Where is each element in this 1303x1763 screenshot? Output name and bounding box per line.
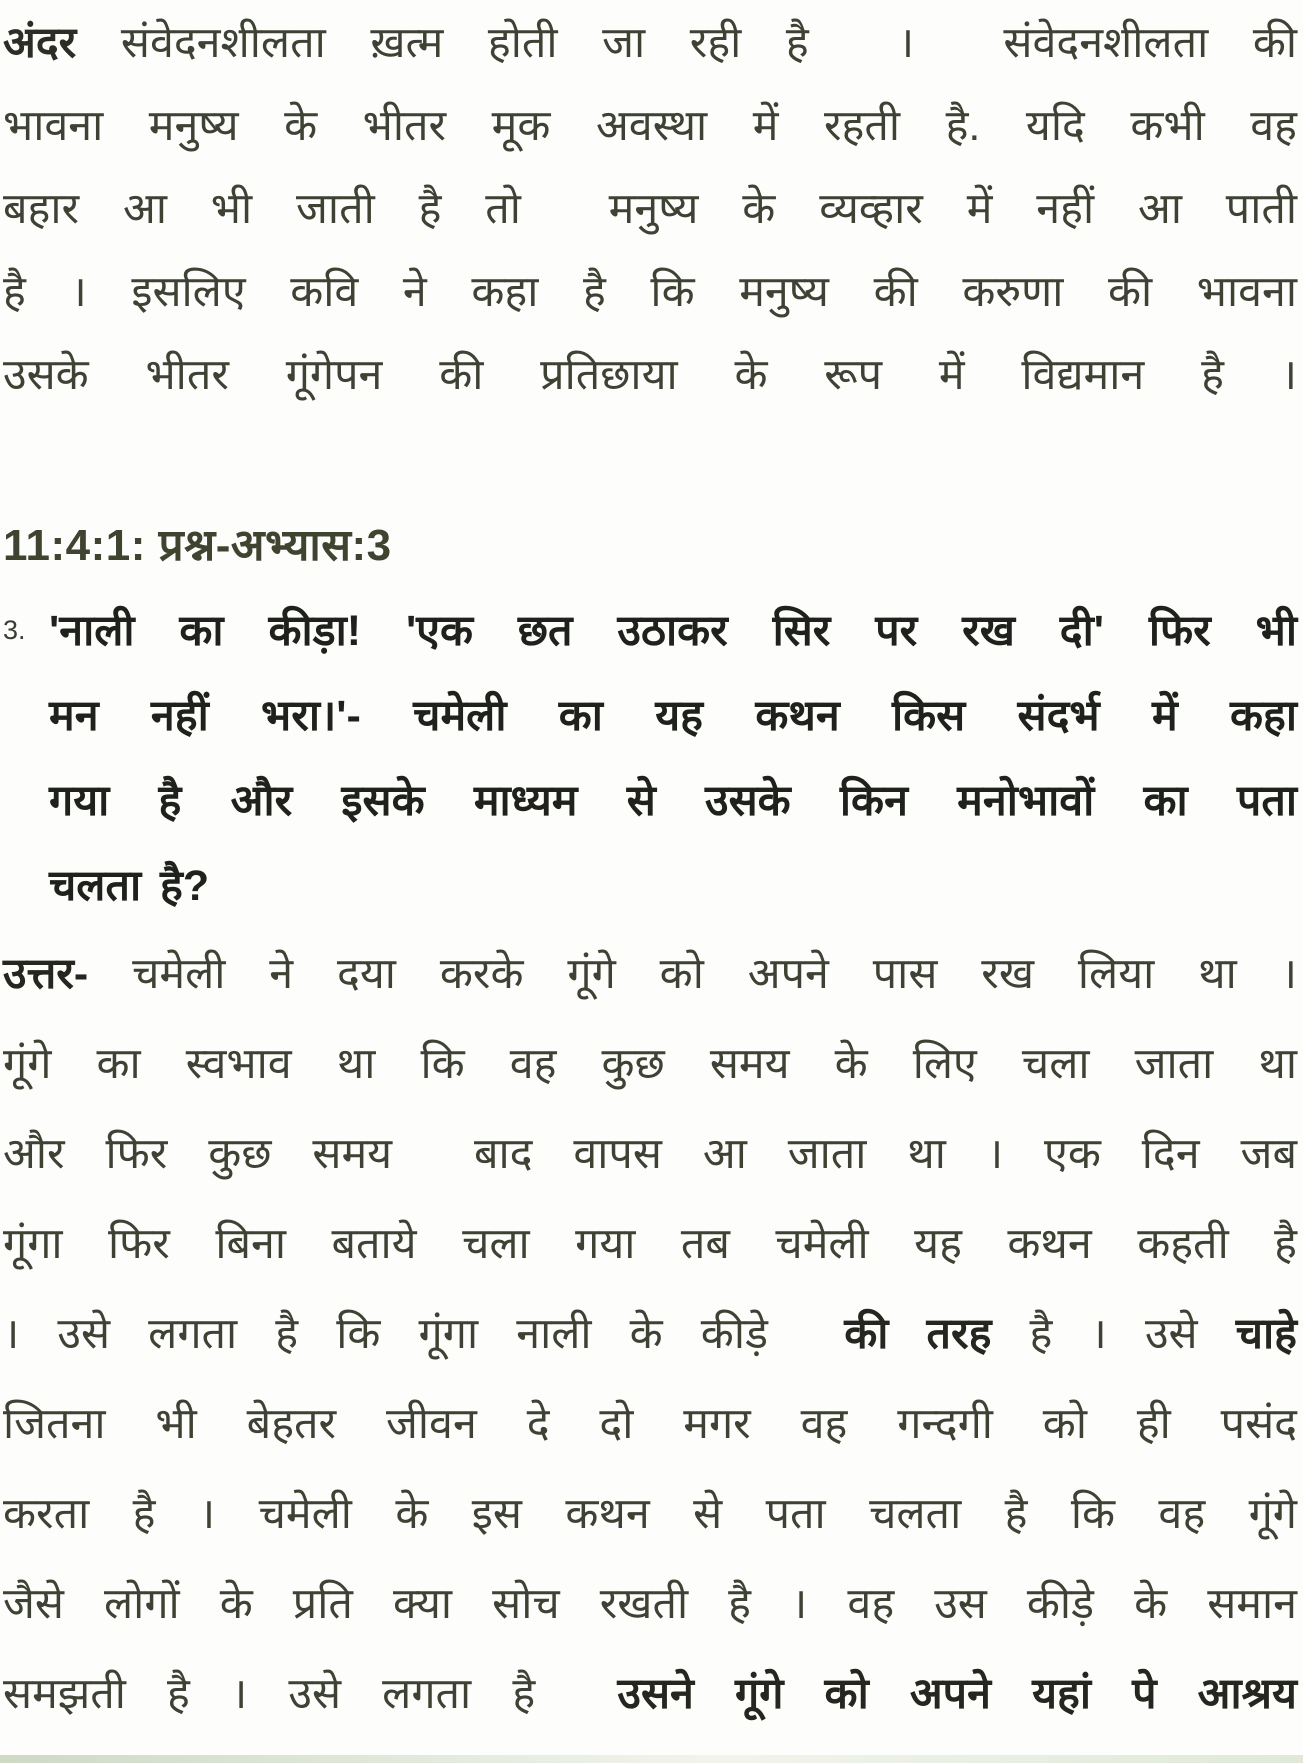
text-line — [3, 1379, 1297, 1469]
text-segment: चमेली ने दया करके गूंगे को अपने पास रख लिया था । — [88, 950, 1297, 998]
text-segment: मन नहीं भरा।'- चमेली का यह कथन किस संदर्भ में कहा — [49, 692, 1297, 740]
text-line — [3, 1649, 1297, 1739]
emphasis-segment: चाहे — [1235, 1310, 1297, 1358]
lead-bold-word: अंदर — [3, 19, 77, 67]
text-segment: गूंगा फिर बिना बताये चला गया तब चमेली यह कथन कहती है — [3, 1220, 1297, 1268]
text-line — [3, 1469, 1297, 1559]
answer-label: उत्तर- — [3, 950, 89, 998]
text-line — [3, 1199, 1297, 1289]
text-segment: भावना मनुष्य के भीतर मूक अवस्था में रहती है. यदि कभी वह — [3, 102, 1297, 150]
text-segment: है । इसलिए कवि ने कहा है कि मनुष्य की करुणा की भावना — [3, 268, 1297, 316]
text-line — [3, 2, 1297, 85]
intro-paragraph — [3, 2, 1297, 417]
text-line — [3, 929, 1297, 1019]
text-line — [3, 1109, 1297, 1199]
text-line — [3, 85, 1297, 168]
text-segment: उसके भीतर गूंगेपन की प्रतिछाया के रूप में विद्यमान है । — [3, 351, 1297, 399]
text-segment: गया है और इसके माध्यम से उसके किन मनोभावों का पता — [49, 777, 1297, 825]
question-item — [3, 589, 1297, 929]
text-segment: बहार आ भी जाती है तो मनुष्य के व्यव्हार में नहीं आ पाती — [3, 185, 1297, 233]
question-number: 3. — [3, 615, 26, 645]
text-segment: है । उसे — [991, 1310, 1236, 1358]
text-segment: जैसे लोगों के प्रति क्या सोच रखती है । वह उस कीड़े के समान — [3, 1580, 1297, 1628]
text-line — [3, 334, 1297, 417]
text-segment: चलता है? — [49, 862, 210, 910]
text-segment: समझती है । उसे लगता है — [3, 1670, 618, 1718]
text-line — [3, 1559, 1297, 1649]
text-segment: जितना भी बेहतर जीवन दे दो मगर वह गन्दगी को ही पसंद — [3, 1400, 1297, 1448]
text-line — [49, 759, 1297, 844]
text-segment: और फिर कुछ समय बाद वापस आ जाता था । एक दिन जब — [3, 1130, 1297, 1178]
text-line — [49, 674, 1297, 759]
text-segment: 'नाली का कीड़ा! 'एक छत उठाकर सिर पर रख दी' फिर भी — [49, 607, 1297, 655]
text-line — [49, 844, 1297, 929]
text-line — [3, 1289, 1297, 1379]
text-line — [3, 251, 1297, 334]
text-segment: संवेदनशीलता ख़त्म होती जा रही है । संवेदनशीलता की — [76, 19, 1297, 67]
text-line — [3, 1019, 1297, 1109]
section-heading: 11:4:1: प्रश्न-अभ्यास:3 — [3, 521, 392, 570]
text-line — [3, 168, 1297, 251]
answer-paragraph — [3, 929, 1297, 1739]
text-line — [49, 589, 1297, 674]
text-segment: गूंगे का स्वभाव था कि वह कुछ समय के लिए चला जाता था — [3, 1040, 1297, 1088]
text-segment: करता है । चमेली के इस कथन से पता चलता है कि वह गूंगे — [3, 1490, 1297, 1538]
emphasis-segment: की तरह — [844, 1310, 992, 1358]
emphasis-segment: उसने गूंगे को अपने यहां पे आश्रय — [617, 1670, 1297, 1718]
question-text — [49, 589, 1297, 929]
text-segment: । उसे लगता है कि गूंगा नाली के कीड़े — [3, 1310, 845, 1358]
bottom-divider-strip — [0, 1755, 1303, 1763]
